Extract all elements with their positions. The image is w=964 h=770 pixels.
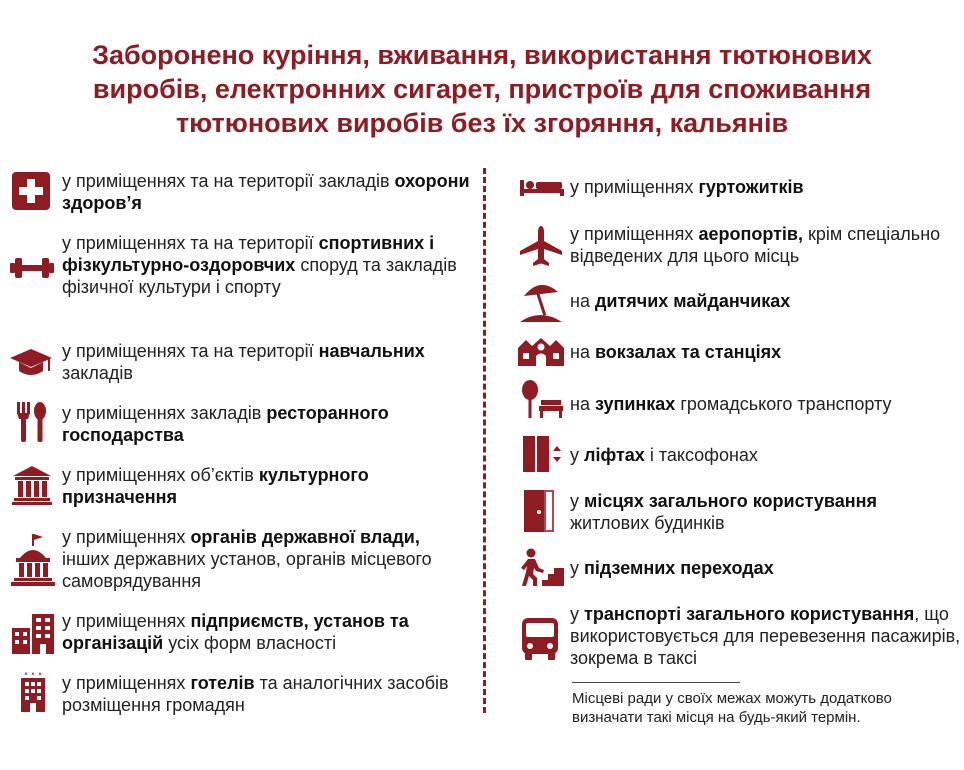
left-item-3-text-b: навчальних	[318, 341, 425, 361]
government-building-icon	[11, 534, 55, 586]
right-item-8-text-a: у	[570, 558, 585, 578]
left-item-2-text	[62, 232, 477, 298]
right-item-7-text-c: житлових будинків	[570, 513, 725, 533]
right-item-4-text-a: на	[570, 342, 595, 362]
right-item-5-text-b: зупинках	[594, 394, 676, 414]
footnote-separator	[572, 682, 740, 683]
right-item-2-text-c: крім спеціально відведених для цього місць	[570, 224, 941, 266]
right-item-3-text-a: на	[570, 291, 595, 311]
left-item-5-text-b: культурного призначення	[62, 465, 369, 507]
right-item-9-text-a: у	[570, 604, 585, 624]
right-item-2-text-a: у приміщеннях	[570, 224, 699, 244]
right-item-1-text	[570, 176, 955, 198]
dumbbell-icon	[10, 256, 54, 280]
left-item-4-text-a: у приміщеннях закладів	[62, 403, 267, 423]
hotel-icon	[19, 672, 47, 712]
office-buildings-icon	[12, 614, 54, 654]
right-item-4-text-b: вокзалах та станціях	[594, 342, 782, 362]
bus-stop-icon	[521, 380, 563, 418]
left-item-8-text-c: та аналогічних засобів розміщення громадян	[62, 673, 449, 715]
right-item-3-text	[570, 290, 955, 312]
right-item-1-text-a: у приміщеннях	[570, 177, 699, 197]
bus-icon	[522, 618, 558, 660]
left-item-3-text-a: у приміщеннях та на території	[62, 341, 319, 361]
left-item-6-text	[62, 526, 472, 592]
right-item-7-text	[570, 490, 955, 534]
right-item-6-text-b: ліфтах	[584, 445, 645, 465]
door-icon	[524, 490, 554, 532]
left-item-6-text-a: у приміщеннях	[62, 527, 191, 547]
fork-spoon-icon	[15, 402, 47, 442]
right-item-2-text	[570, 223, 960, 267]
left-item-6-text-b: органів державної влади,	[190, 527, 420, 547]
left-item-2-text-a: у приміщеннях та на території	[62, 233, 319, 253]
museum-building-icon	[12, 465, 52, 505]
right-item-3-text-b: дитячих майданчиках	[594, 291, 791, 311]
footnote-line-2: визначати такі місця на будь-який термін.	[572, 709, 861, 726]
page-title	[0, 38, 964, 140]
right-item-1-text-b: гуртожитків	[698, 177, 804, 197]
right-item-8-text-b: підземних переходах	[584, 558, 774, 578]
right-item-6-text-c: і таксофонах	[644, 445, 758, 465]
left-item-8-text-a: у приміщеннях	[62, 673, 191, 693]
right-item-7-text-b: місцях загального користування	[584, 491, 877, 511]
title-line-3: тютюнових виробів без їх згоряння, кальянів	[175, 108, 789, 138]
left-item-5-text-a: у приміщеннях об’єктів	[62, 465, 259, 485]
left-item-6-text-c: інших державних установ, органів місцевого самоврядування	[62, 549, 432, 591]
left-item-3-text	[62, 340, 472, 384]
elevator-icon	[523, 436, 565, 472]
left-item-1-text-b: охорони здоров’я	[62, 171, 470, 213]
bed-icon	[520, 180, 564, 196]
left-item-1-text	[62, 170, 472, 214]
left-item-8-text-b: готелів	[190, 673, 255, 693]
left-item-4-text-b: ресторанного господарства	[62, 403, 389, 445]
underpass-stairs-icon	[520, 548, 564, 586]
right-item-6-text-a: у	[570, 445, 585, 465]
right-item-5-text	[570, 393, 960, 415]
right-item-9-text-c: , що використовується для перевезення пасажирів, зокрема в таксі	[570, 604, 961, 668]
left-item-7-text-c: усіх форм власності	[163, 633, 337, 653]
left-item-8-text	[62, 672, 472, 716]
left-item-4-text	[62, 402, 472, 446]
right-item-5-text-a: на	[570, 394, 595, 414]
right-item-2-text-b: аеропортів,	[698, 224, 803, 244]
column-divider	[483, 168, 486, 713]
right-item-9-text	[570, 603, 962, 669]
footnote-line-1: Місцеві ради у своїх межах можуть додатково	[572, 690, 892, 707]
right-item-5-text-c: громадського транспорту	[675, 394, 892, 414]
title-line-1: Заборонено куріння, вживання, використання тютюнових	[92, 40, 872, 70]
right-item-7-text-a: у	[570, 491, 585, 511]
footnote	[572, 689, 892, 727]
left-item-1-text-a: у приміщеннях та на території закладів	[62, 171, 395, 191]
right-item-9-text-b: транспорті загального користування	[584, 604, 915, 624]
right-item-4-text	[570, 341, 955, 363]
station-icon	[518, 338, 564, 366]
graduation-cap-icon	[10, 347, 52, 379]
left-item-5-text	[62, 464, 472, 508]
left-item-2-text-c: споруд та закладів фізичної культури і спорту	[62, 255, 457, 297]
medical-cross-icon	[12, 172, 50, 210]
left-item-2-text-b: спортивних і фізкультурно-оздоровчих	[62, 233, 435, 275]
left-item-3-text-c: закладів	[62, 363, 133, 383]
title-line-2: виробів, електронних сигарет, пристроїв для споживання	[92, 74, 872, 104]
right-item-8-text	[570, 557, 955, 579]
right-item-6-text	[570, 444, 955, 466]
beach-umbrella-icon	[520, 282, 562, 322]
left-item-7-text	[62, 610, 472, 654]
airplane-icon	[520, 226, 562, 266]
left-item-7-text-b: підприємств, установ та організацій	[62, 611, 409, 653]
left-item-7-text-a: у приміщеннях	[62, 611, 191, 631]
